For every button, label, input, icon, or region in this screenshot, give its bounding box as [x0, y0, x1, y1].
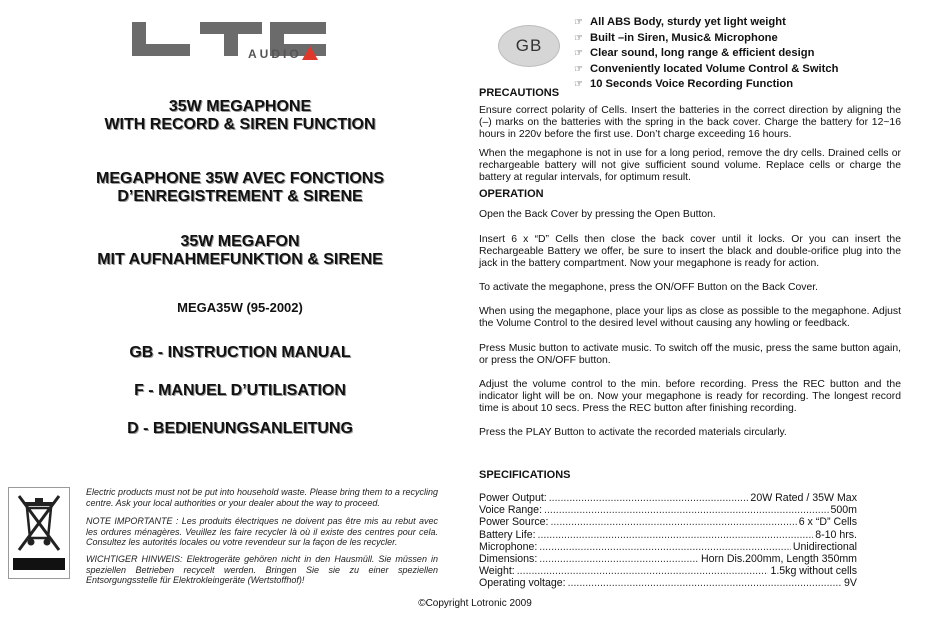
manual-title-d: D - BEDIENUNGSANLEITUNG — [127, 420, 353, 437]
spec-row — [479, 541, 857, 553]
feature-item — [574, 62, 838, 78]
operation-paragraph: Adjust the volume control to the min. before recording. Press the REC button and the indicator light will be on. Now your megaphone is ready for recording. The longest record time is about 10 secs. Press the REC button after finishing recording. — [479, 379, 901, 415]
recycling-notice-en: Electric products must not be put into household waste. Please bring them to a recycling centre. Ask your local authorities or your dealer about the way to proceed. — [86, 487, 438, 508]
feature-text: Clear sound, long range & efficient design — [590, 47, 815, 60]
spec-label: Microphone: — [479, 540, 538, 553]
feature-list — [574, 15, 838, 93]
precautions-paragraph: When the megaphone is not in use for a long period, remove the dry cells. Drained cells or rechargeable battery will not give sufficient sound volume. Replace cells or charge the battery at regular intervals, for optimum result. — [479, 148, 901, 184]
spec-leader — [539, 553, 699, 565]
operation-paragraph: Insert 6 x “D” Cells then close the back cover until it locks. Or you can insert the Rechargeable Battery we offer, be sure to insert the black and double-orifice plug into the jack in the battery compartment. Now your megaphone is ready for action. — [479, 234, 901, 270]
pointing-hand-icon: ☞ — [574, 79, 583, 91]
operation-paragraph: Open the Back Cover by pressing the Open Button. — [479, 209, 716, 220]
operation-paragraph: When using the megaphone, place your lips as close as possible to the megaphone. Adjust the Volume Control to the desired level without causing any howling or feedback. — [479, 306, 901, 330]
pointing-hand-icon: ☞ — [574, 48, 583, 60]
title-de-line1: 35W MEGAFON — [180, 233, 300, 250]
feature-text: All ABS Body, sturdy yet light weight — [590, 16, 786, 28]
title-fr-line1: MEGAPHONE 35W AVEC FONCTIONS — [95, 170, 385, 187]
spec-leader — [549, 492, 749, 504]
precautions-paragraph: Ensure correct polarity of Cells. Insert the batteries in the correct direction by aligning the (–) marks on the batteries with the spring in the back cover. Charge the battery for 12~16 hours in 220v before the first use. Don’t charge exceeding 16 hours. — [479, 105, 901, 141]
spec-row — [479, 529, 857, 541]
spec-row — [479, 553, 857, 565]
copyright: ©Copyright Lotronic 2009 — [418, 598, 532, 609]
specifications-list — [479, 492, 857, 590]
title-en-line2: WITH RECORD & SIREN FUNCTION — [104, 116, 376, 133]
spec-value: 20W Rated / 35W Max — [750, 492, 857, 504]
spec-leader — [538, 529, 814, 541]
operation-paragraph: Press the PLAY Button to activate the recorded materials circularly. — [479, 427, 787, 438]
specifications-heading: SPECIFICATIONS — [479, 469, 571, 481]
title-en-line1: 35W MEGAPHONE — [168, 98, 312, 115]
spec-leader — [568, 577, 842, 589]
pointing-hand-icon: ☞ — [574, 63, 583, 75]
spec-leader — [517, 565, 769, 577]
pointing-hand-icon: ☞ — [574, 17, 583, 28]
spec-row — [479, 516, 857, 528]
feature-text: Conveniently located Volume Control & Switch — [590, 62, 839, 75]
spec-leader — [550, 516, 796, 528]
spec-value: 8-10 hrs. — [815, 528, 857, 541]
spec-value: 9V — [844, 577, 857, 590]
spec-label: Operating voltage: — [479, 577, 566, 590]
spec-label: Dimensions: — [479, 553, 538, 566]
feature-item — [574, 31, 838, 47]
feature-item — [574, 77, 838, 93]
model-number: MEGA35W (95-2002) — [177, 300, 303, 315]
feature-text: 10 Seconds Voice Recording Function — [590, 78, 794, 91]
spec-value: 1.5kg without cells — [770, 565, 857, 578]
spec-leader — [544, 504, 828, 516]
operation-paragraph: To activate the megaphone, press the ON/OFF Button on the Back Cover. — [479, 282, 819, 293]
spec-leader — [539, 541, 791, 553]
feature-item — [574, 15, 838, 31]
language-badge: GB — [498, 25, 560, 67]
recycling-notice-de: WICHTIGER HINWEIS: Elektrogeräte gehören nicht in den Hausmüll. Sie müssen in speziellen Betrieben recycelt werden. Bringen Sie sie zu einer speziellen Entsorgungsstelle für Elektrokleingeräte (Wertstoffhof)! — [86, 554, 438, 585]
spec-row — [479, 504, 857, 516]
spec-label: Weight: — [479, 565, 515, 578]
feature-item — [574, 46, 838, 62]
spec-row — [479, 492, 857, 504]
spec-value: 500m — [830, 504, 857, 517]
spec-label: Power Source: — [479, 516, 549, 529]
spec-label: Battery Life: — [479, 528, 536, 541]
spec-row — [479, 577, 857, 589]
title-fr-line2: D’ENREGISTREMENT & SIRENE — [117, 188, 363, 205]
spec-value: 6 x “D” Cells — [798, 516, 857, 529]
operation-paragraph: Press Music button to activate music. To switch off the music, press the same button again, or press the ON/OFF button. — [479, 343, 901, 367]
recycling-notice-fr: NOTE IMPORTANTE : Les produits électriques ne doivent pas être mis au rebut avec les ordures ménagères. Veuillez les faire recycler là où il existe des centres pour cela. Consultez les autorités locales ou votre revendeur sur la façon de les recycler. — [86, 516, 438, 547]
operation-heading: OPERATION — [479, 188, 544, 200]
spec-label: Power Output: — [479, 492, 547, 504]
spec-row — [479, 565, 857, 577]
spec-value: Unidirectional — [792, 540, 857, 553]
logo-audio-text: AUDIO — [248, 47, 302, 61]
title-de-line2: MIT AUFNAHMEFUNKTION & SIRENE — [97, 251, 383, 268]
title-fr — [40, 170, 440, 206]
manual-title-gb: GB - INSTRUCTION MANUAL — [129, 344, 351, 361]
precautions-heading: PRECAUTIONS — [479, 87, 560, 99]
manual-title-f: F - MANUEL D’UTILISATION — [134, 382, 346, 399]
spec-value: Horn Dis.200mm, Length 350mm — [700, 553, 857, 566]
title-de — [40, 233, 440, 269]
title-en — [40, 98, 440, 134]
logo-triangle-icon — [302, 46, 318, 60]
pointing-hand-icon: ☞ — [574, 32, 583, 44]
weee-recycling-bin-icon — [8, 487, 70, 579]
spec-label: Voice Range: — [479, 504, 543, 517]
feature-text: Built –in Siren, Music& Microphone — [590, 31, 778, 44]
